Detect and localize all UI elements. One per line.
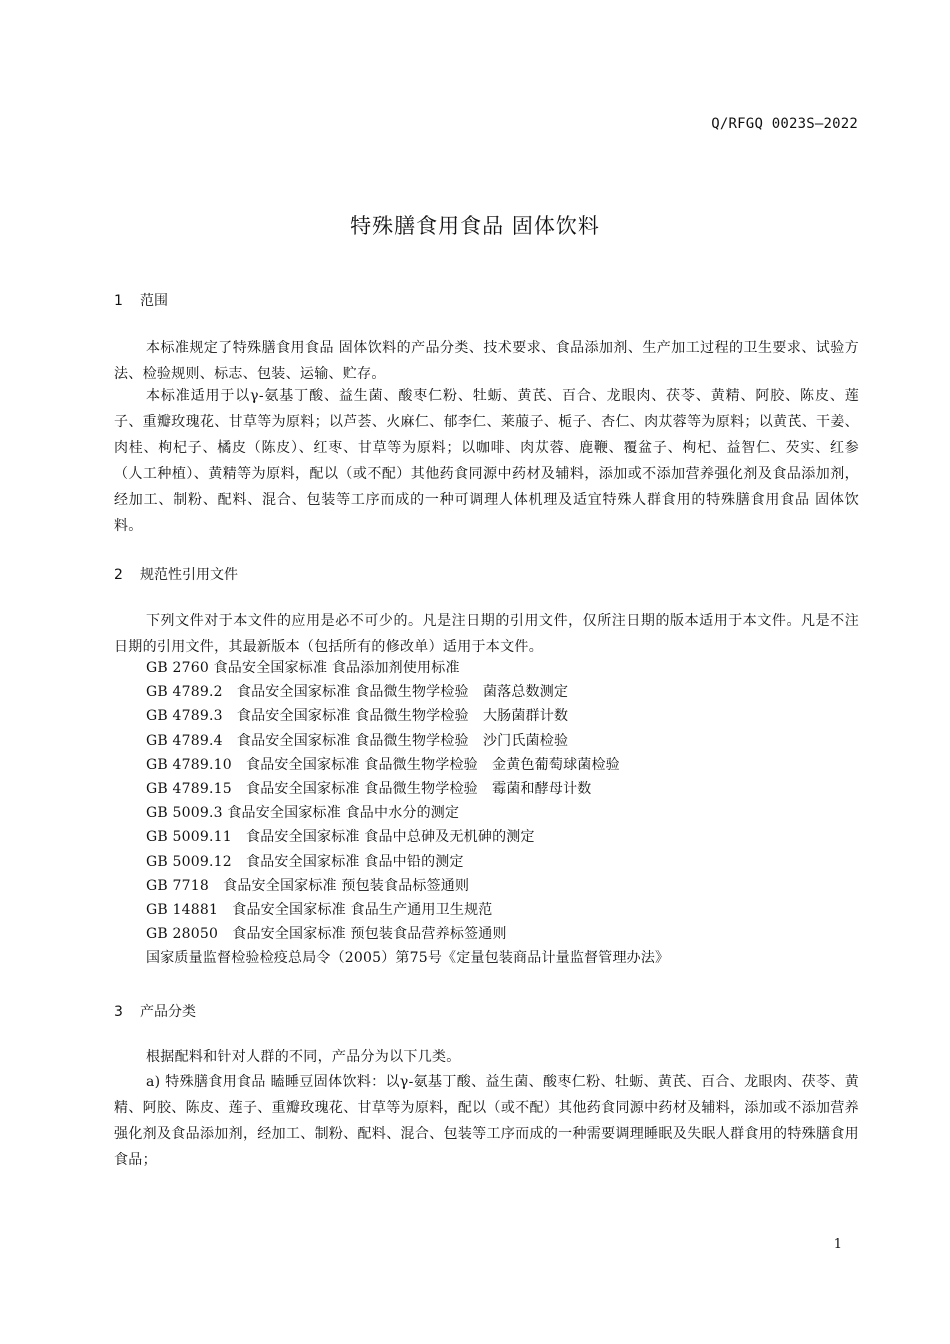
reference-item: GB 5009.11 食品安全国家标准 食品中总砷及无机砷的测定: [146, 829, 535, 846]
classification-item-a: a) 特殊膳食用食品 瞌睡豆固体饮料：以γ-氨基丁酸、益生菌、酸枣仁粉、牡蛎、黄芪、百合、龙眼肉、茯苓、黄精、阿胶、陈皮、莲子、重瓣玫瑰花、甘草等为原料，配以（或不配）其他药食同源中药材及辅料，添加或不添加营养强化剂及食品添加剂，经加工、制粉、配料、混合、包装等工序而成的一种需要调理睡眠及失眠人群食用的特殊膳食用食品；: [114, 1074, 859, 1168]
reference-item: GB 4789.2 食品安全国家标准 食品微生物学检验 菌落总数测定: [146, 684, 569, 701]
reference-item: GB 28050 食品安全国家标准 预包装食品营养标签通则: [146, 926, 507, 943]
reference-list: [146, 656, 669, 970]
section-number: 2: [114, 567, 123, 583]
reference-item: GB 4789.4 食品安全国家标准 食品微生物学检验 沙门氏菌检验: [146, 732, 569, 749]
scope-paragraph-2: 本标准适用于以γ-氨基丁酸、益生菌、酸枣仁粉、牡蛎、黄芪、百合、龙眼肉、茯苓、黄精、阿胶、陈皮、莲子、重瓣玫瑰花、甘草等为原料；以芦荟、火麻仁、郁李仁、莱菔子、栀子、杏仁、肉苁蓉等为原料；以黄芪、干姜、肉桂、枸杞子、橘皮（陈皮）、红枣、甘草等为原料；以咖啡、肉苁蓉、鹿鞭、覆盆子、枸杞、益智仁、芡实、红参（人工种植）、黄精等为原料，配以（或不配）其他药食同源中药材及辅料，添加或不添加营养强化剂及食品添加剂，经加工、制粉、配料、混合、包装等工序而成的一种可调理人体机理及适宜特殊人群食用的特殊膳食用食品 固体饮料。: [114, 388, 859, 534]
reference-item: GB 2760 食品安全国家标准 食品添加剂使用标准: [146, 660, 460, 676]
reference-item: GB 4789.3 食品安全国家标准 食品微生物学检验 大肠菌群计数: [146, 708, 569, 725]
section-heading-3: [114, 1001, 196, 1021]
section-heading-1: [114, 290, 168, 310]
reference-item: GB 7718 食品安全国家标准 预包装食品标签通则: [146, 877, 470, 894]
reference-item: GB 5009.3 食品安全国家标准 食品中水分的测定: [146, 805, 460, 822]
reference-item: GB 5009.12 食品安全国家标准 食品中铅的测定: [146, 853, 464, 870]
classification-intro: 根据配料和针对人群的不同，产品分为以下几类。: [146, 1049, 461, 1065]
section-title: 产品分类: [140, 1004, 196, 1020]
reference-item: GB 4789.10 食品安全国家标准 食品微生物学检验 金黄色葡萄球菌检验: [146, 756, 620, 773]
reference-item: 国家质量监督检验检疫总局令（2005）第75号《定量包装商品计量监督管理办法》: [146, 950, 670, 967]
section-number: 3: [114, 1004, 123, 1020]
document-code: Q/RFGQ 0023S—2022: [711, 116, 858, 132]
page-title: 特殊膳食用食品 固体饮料: [350, 214, 600, 238]
section-number: 1: [114, 293, 123, 309]
reference-item: GB 14881 食品安全国家标准 食品生产通用卫生规范: [146, 901, 493, 918]
section-title: 规范性引用文件: [140, 567, 238, 583]
scope-paragraph-1: 本标准规定了特殊膳食用食品 固体饮料的产品分类、技术要求、食品添加剂、生产加工过程的卫生要求、试验方法、检验规则、标志、包装、运输、贮存。: [114, 340, 859, 382]
references-intro: 下列文件对于本文件的应用是必不可少的。凡是注日期的引用文件，仅所注日期的版本适用于本文件。凡是不注日期的引用文件，其最新版本（包括所有的修改单）适用于本文件。: [114, 613, 859, 655]
section-heading-2: [114, 564, 238, 584]
page-number: 1: [833, 1237, 842, 1252]
reference-item: GB 4789.15 食品安全国家标准 食品微生物学检验 霉菌和酵母计数: [146, 780, 592, 797]
section-title: 范围: [140, 293, 168, 309]
